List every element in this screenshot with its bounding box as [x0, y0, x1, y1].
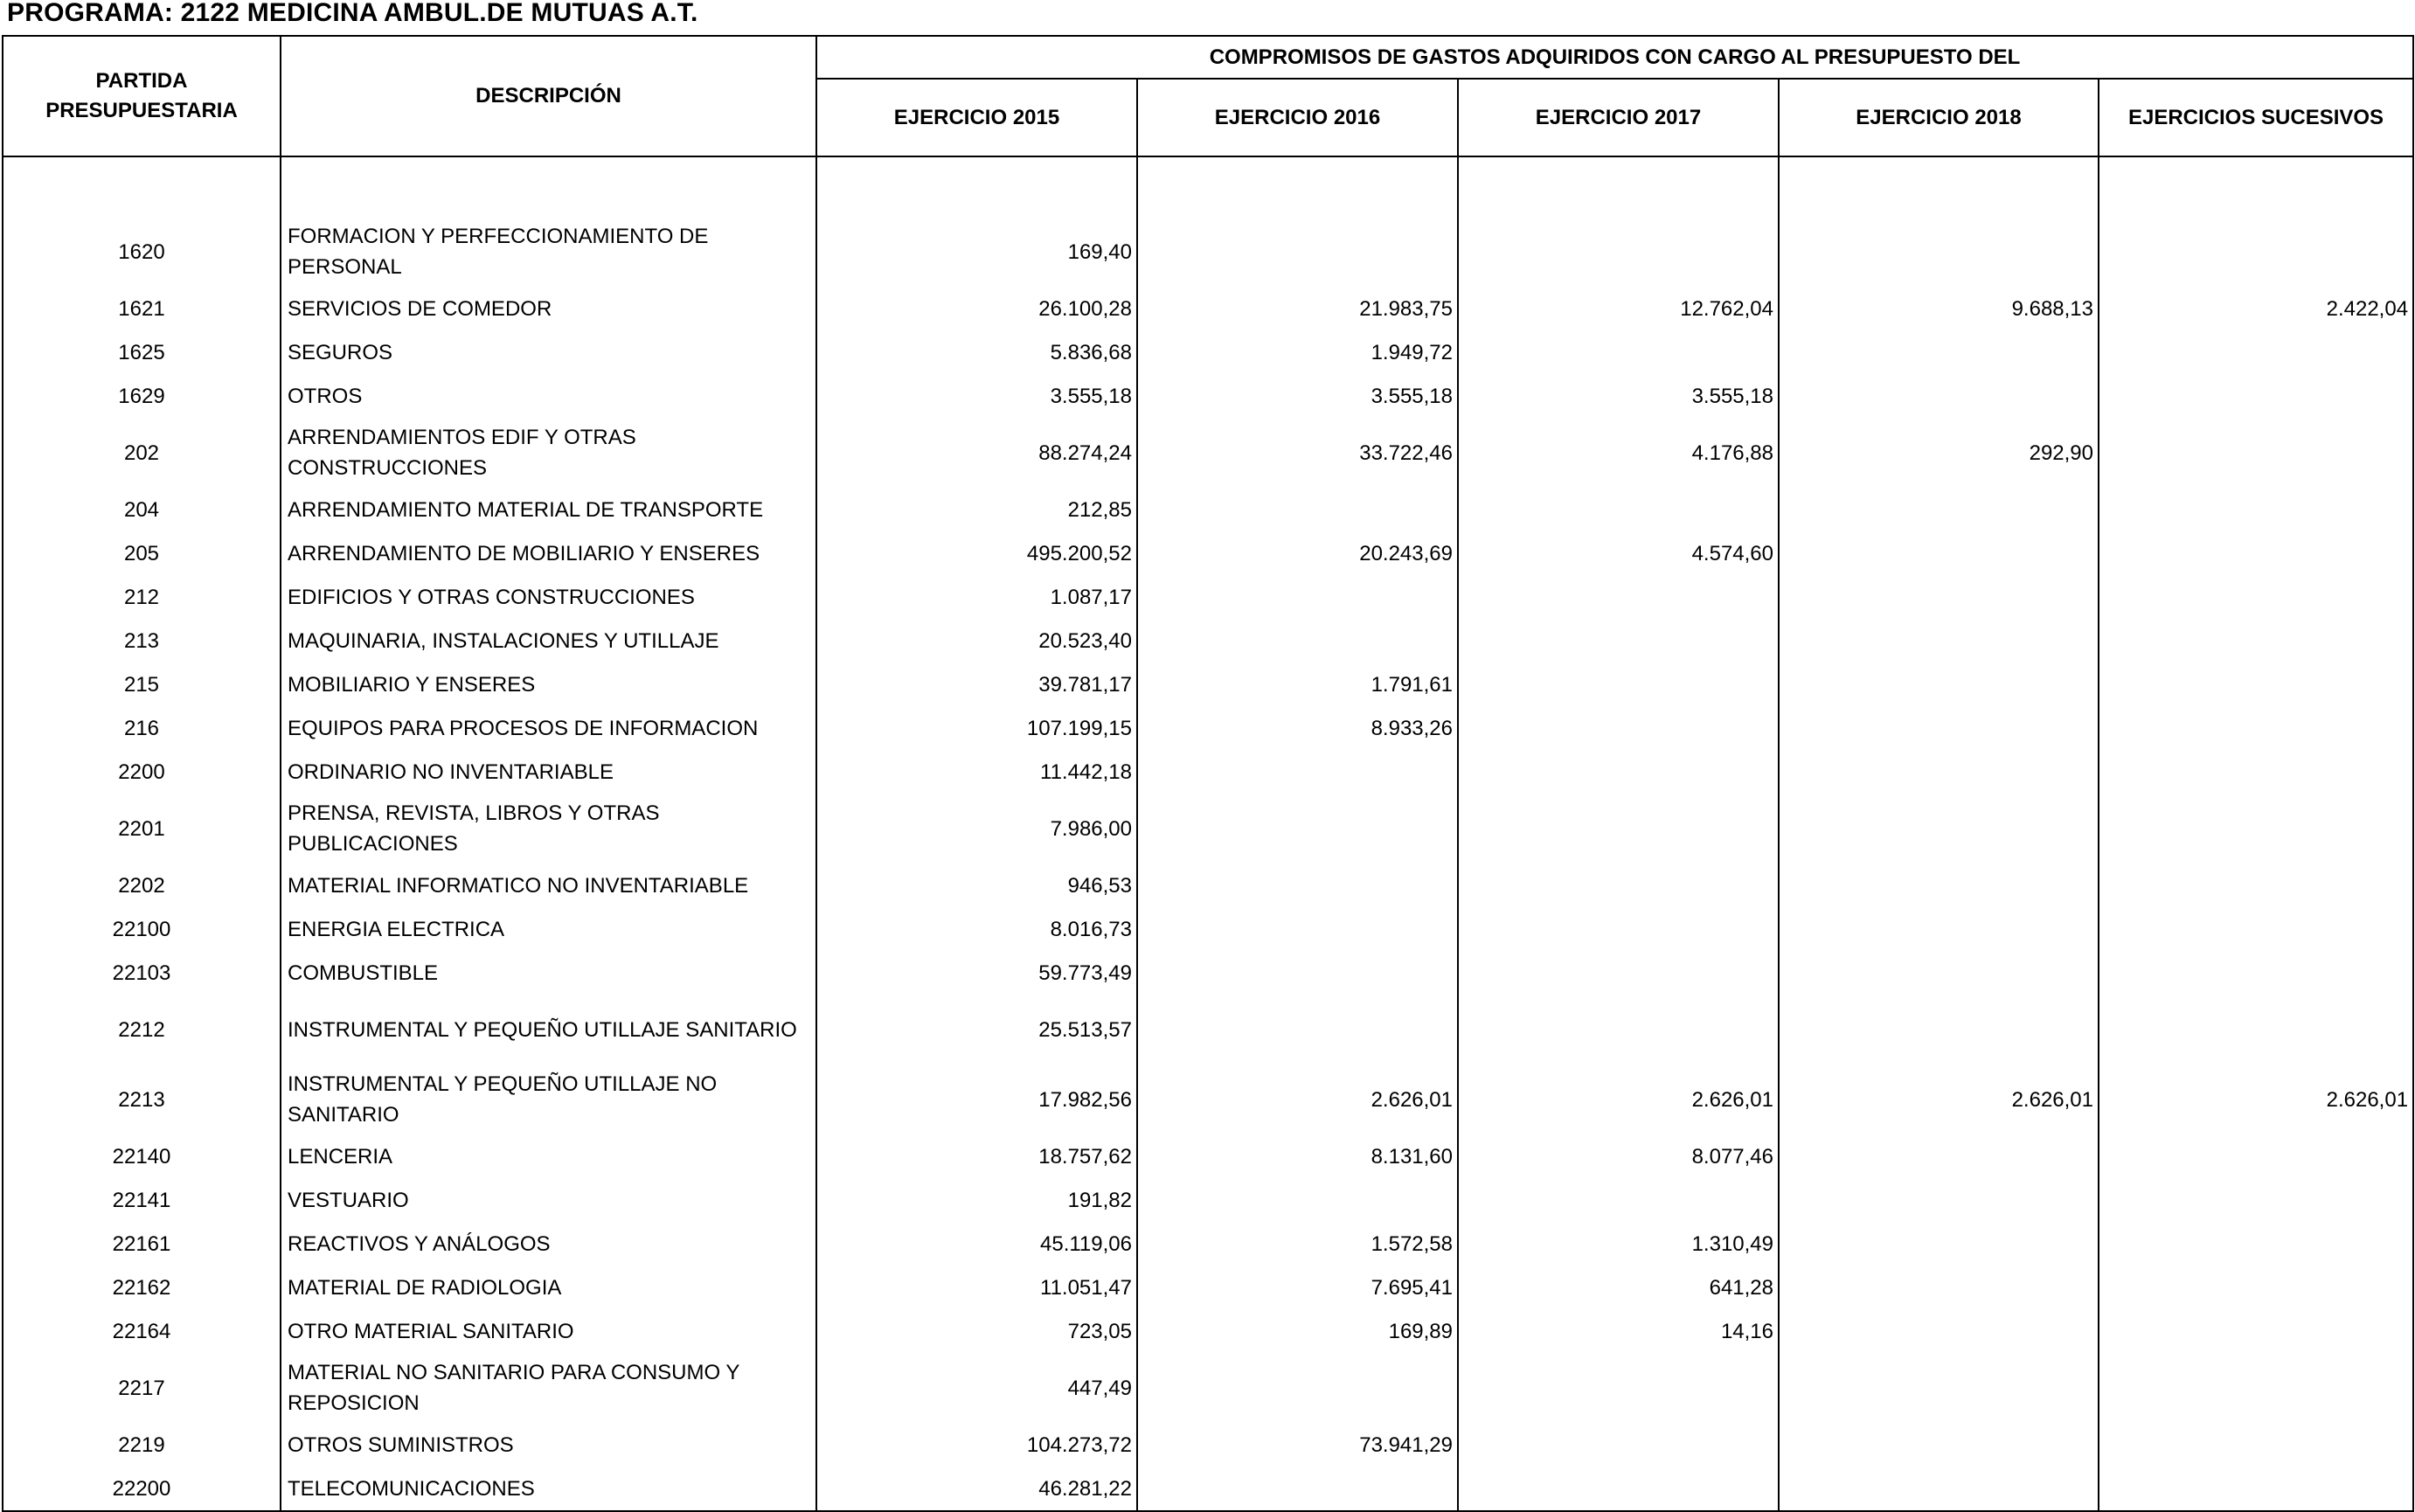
cell-ejercicio-2015: 212,85 [816, 488, 1137, 531]
cell-ejercicio-2016 [1137, 951, 1458, 995]
cell-ejercicio-2016: 1.791,61 [1137, 662, 1458, 706]
cell-ejercicio-2015: 18.757,62 [816, 1134, 1137, 1178]
budget-commitments-table [2, 35, 2414, 1512]
cell-descripcion: VESTUARIO [281, 1178, 816, 1222]
table-row [3, 488, 2413, 531]
cell-ejercicio-2015: 104.273,72 [816, 1423, 1137, 1467]
cell-ejercicio-2015: 26.100,28 [816, 287, 1137, 330]
table-row [3, 864, 2413, 907]
cell-ejercicio-2016: 1.949,72 [1137, 330, 1458, 374]
cell-ejercicio-2018 [1779, 662, 2099, 706]
cell-ejercicio-2018 [1779, 1467, 2099, 1511]
table-row [3, 217, 2413, 287]
table-row [3, 995, 2413, 1065]
cell-ejercicio-2018: 9.688,13 [1779, 287, 2099, 330]
cell-partida: 22161 [3, 1222, 281, 1266]
cell-ejercicio-2017: 14,16 [1458, 1309, 1779, 1353]
cell-descripcion: INSTRUMENTAL Y PEQUEÑO UTILLAJE NO SANITARIO [281, 1065, 816, 1134]
cell-ejercicio-2018 [1779, 864, 2099, 907]
cell-ejercicio-2016: 7.695,41 [1137, 1266, 1458, 1309]
table-row [3, 1178, 2413, 1222]
table-row [3, 418, 2413, 488]
cell-descripcion: PRENSA, REVISTA, LIBROS Y OTRAS PUBLICACIONES [281, 794, 816, 864]
cell-partida: 22141 [3, 1178, 281, 1222]
cell-ejercicio-2016 [1137, 1353, 1458, 1423]
cell-ejercicio-2016 [1137, 794, 1458, 864]
cell-ejercicio-2015: 3.555,18 [816, 374, 1137, 418]
table-row [3, 951, 2413, 995]
cell-ejercicio-2015: 46.281,22 [816, 1467, 1137, 1511]
cell-ejercicio-2015: 723,05 [816, 1309, 1137, 1353]
cell-descripcion: ENERGIA ELECTRICA [281, 907, 816, 951]
cell-partida: 1620 [3, 217, 281, 287]
cell-ejercicio-2015: 20.523,40 [816, 619, 1137, 662]
cell-ejercicio-2018 [1779, 750, 2099, 794]
header-ejercicio-2017: EJERCICIO 2017 [1458, 79, 1779, 156]
cell-descripcion: ARRENDAMIENTOS EDIF Y OTRAS CONSTRUCCIONES [281, 418, 816, 488]
cell-ejercicio-2017 [1458, 619, 1779, 662]
table-row [3, 794, 2413, 864]
table-row [3, 1065, 2413, 1134]
cell-ejercicio-2018 [1779, 907, 2099, 951]
cell-partida: 215 [3, 662, 281, 706]
cell-descripcion: EQUIPOS PARA PROCESOS DE INFORMACION [281, 706, 816, 750]
cell-descripcion: ARRENDAMIENTO DE MOBILIARIO Y ENSERES [281, 531, 816, 575]
cell-ejercicio-2018 [1779, 531, 2099, 575]
table-row [3, 1353, 2413, 1423]
cell-descripcion: TELECOMUNICACIONES [281, 1467, 816, 1511]
header-ejercicio-2015: EJERCICIO 2015 [816, 79, 1137, 156]
cell-partida: 1625 [3, 330, 281, 374]
cell-ejercicio-2018 [1779, 1353, 2099, 1423]
cell-partida: 212 [3, 575, 281, 619]
cell-ejercicio-2018 [1779, 1134, 2099, 1178]
cell-ejercicios-sucesivos [2099, 951, 2413, 995]
table-spacer-row [3, 156, 2413, 217]
cell-ejercicio-2018 [1779, 330, 2099, 374]
cell-partida: 2213 [3, 1065, 281, 1134]
cell-descripcion: LENCERIA [281, 1134, 816, 1178]
table-row [3, 907, 2413, 951]
cell-ejercicio-2018: 2.626,01 [1779, 1065, 2099, 1134]
cell-ejercicio-2017 [1458, 1353, 1779, 1423]
table-row [3, 330, 2413, 374]
cell-descripcion: MOBILIARIO Y ENSERES [281, 662, 816, 706]
cell-ejercicio-2017: 4.176,88 [1458, 418, 1779, 488]
cell-ejercicio-2015: 17.982,56 [816, 1065, 1137, 1134]
cell-descripcion: OTRO MATERIAL SANITARIO [281, 1309, 816, 1353]
page-title: PROGRAMA: 2122 MEDICINA AMBUL.DE MUTUAS A.T. [7, 0, 698, 27]
table-row [3, 706, 2413, 750]
header-descripcion: DESCRIPCIÓN [281, 36, 816, 156]
cell-partida: 1621 [3, 287, 281, 330]
cell-descripcion: SEGUROS [281, 330, 816, 374]
cell-ejercicio-2016 [1137, 1467, 1458, 1511]
cell-ejercicios-sucesivos [2099, 1178, 2413, 1222]
cell-ejercicio-2016: 73.941,29 [1137, 1423, 1458, 1467]
table-body [3, 156, 2413, 1511]
cell-ejercicio-2017 [1458, 662, 1779, 706]
cell-ejercicios-sucesivos: 2.626,01 [2099, 1065, 2413, 1134]
cell-ejercicios-sucesivos: 2.422,04 [2099, 287, 2413, 330]
cell-ejercicios-sucesivos [2099, 418, 2413, 488]
cell-partida: 213 [3, 619, 281, 662]
cell-ejercicio-2018 [1779, 706, 2099, 750]
cell-ejercicio-2016 [1137, 488, 1458, 531]
table-row [3, 1134, 2413, 1178]
cell-descripcion: MAQUINARIA, INSTALACIONES Y UTILLAJE [281, 619, 816, 662]
cell-ejercicio-2016: 8.933,26 [1137, 706, 1458, 750]
cell-ejercicio-2018 [1779, 995, 2099, 1065]
cell-ejercicios-sucesivos [2099, 794, 2413, 864]
cell-descripcion: MATERIAL DE RADIOLOGIA [281, 1266, 816, 1309]
header-partida-presupuestaria: PARTIDA PRESUPUESTARIA [3, 36, 281, 156]
table-row [3, 1222, 2413, 1266]
cell-ejercicios-sucesivos [2099, 995, 2413, 1065]
cell-ejercicio-2015: 5.836,68 [816, 330, 1137, 374]
table-row [3, 619, 2413, 662]
cell-ejercicio-2016 [1137, 907, 1458, 951]
cell-ejercicio-2018 [1779, 951, 2099, 995]
cell-ejercicio-2016 [1137, 864, 1458, 907]
cell-partida: 2202 [3, 864, 281, 907]
cell-ejercicios-sucesivos [2099, 488, 2413, 531]
cell-ejercicio-2018 [1779, 1309, 2099, 1353]
cell-partida: 22100 [3, 907, 281, 951]
cell-ejercicio-2018 [1779, 488, 2099, 531]
table-row [3, 1309, 2413, 1353]
cell-ejercicio-2017 [1458, 750, 1779, 794]
header-compromisos-group: COMPROMISOS DE GASTOS ADQUIRIDOS CON CARGO AL PRESUPUESTO DEL [816, 36, 2413, 79]
cell-partida: 2200 [3, 750, 281, 794]
cell-ejercicio-2016: 21.983,75 [1137, 287, 1458, 330]
table-row [3, 750, 2413, 794]
cell-partida: 2219 [3, 1423, 281, 1467]
cell-ejercicios-sucesivos [2099, 531, 2413, 575]
cell-ejercicio-2016 [1137, 575, 1458, 619]
cell-ejercicio-2018 [1779, 374, 2099, 418]
cell-ejercicio-2016: 169,89 [1137, 1309, 1458, 1353]
cell-ejercicio-2015: 1.087,17 [816, 575, 1137, 619]
cell-ejercicio-2015: 495.200,52 [816, 531, 1137, 575]
cell-partida: 202 [3, 418, 281, 488]
table-row [3, 287, 2413, 330]
cell-ejercicio-2017 [1458, 951, 1779, 995]
cell-ejercicios-sucesivos [2099, 1309, 2413, 1353]
cell-ejercicios-sucesivos [2099, 575, 2413, 619]
cell-ejercicios-sucesivos [2099, 619, 2413, 662]
cell-ejercicio-2018 [1779, 1178, 2099, 1222]
cell-ejercicio-2016 [1137, 217, 1458, 287]
table-row [3, 1423, 2413, 1467]
table-row [3, 374, 2413, 418]
cell-ejercicio-2015: 45.119,06 [816, 1222, 1137, 1266]
cell-ejercicio-2015: 8.016,73 [816, 907, 1137, 951]
table-row [3, 575, 2413, 619]
cell-ejercicios-sucesivos [2099, 1222, 2413, 1266]
cell-ejercicio-2015: 59.773,49 [816, 951, 1137, 995]
cell-ejercicios-sucesivos [2099, 374, 2413, 418]
cell-ejercicio-2017 [1458, 330, 1779, 374]
header-ejercicios-sucesivos: EJERCICIOS SUCESIVOS [2099, 79, 2413, 156]
cell-descripcion: OTROS SUMINISTROS [281, 1423, 816, 1467]
cell-descripcion: SERVICIOS DE COMEDOR [281, 287, 816, 330]
cell-ejercicio-2017 [1458, 217, 1779, 287]
cell-ejercicio-2015: 107.199,15 [816, 706, 1137, 750]
cell-ejercicio-2016 [1137, 995, 1458, 1065]
cell-ejercicios-sucesivos [2099, 1467, 2413, 1511]
table-row [3, 662, 2413, 706]
cell-ejercicio-2017 [1458, 864, 1779, 907]
cell-ejercicio-2015: 7.986,00 [816, 794, 1137, 864]
cell-ejercicios-sucesivos [2099, 330, 2413, 374]
cell-partida: 2201 [3, 794, 281, 864]
cell-ejercicio-2017 [1458, 907, 1779, 951]
table-row [3, 1467, 2413, 1511]
cell-descripcion: ORDINARIO NO INVENTARIABLE [281, 750, 816, 794]
cell-partida: 22164 [3, 1309, 281, 1353]
cell-ejercicio-2015: 25.513,57 [816, 995, 1137, 1065]
cell-ejercicio-2018 [1779, 1266, 2099, 1309]
cell-ejercicios-sucesivos [2099, 1134, 2413, 1178]
cell-ejercicios-sucesivos [2099, 1266, 2413, 1309]
cell-ejercicio-2016: 8.131,60 [1137, 1134, 1458, 1178]
cell-ejercicio-2016 [1137, 1178, 1458, 1222]
cell-ejercicios-sucesivos [2099, 864, 2413, 907]
cell-ejercicio-2017 [1458, 706, 1779, 750]
cell-ejercicios-sucesivos [2099, 750, 2413, 794]
cell-ejercicio-2018 [1779, 1222, 2099, 1266]
cell-partida: 22162 [3, 1266, 281, 1309]
cell-ejercicio-2017 [1458, 1467, 1779, 1511]
cell-descripcion: OTROS [281, 374, 816, 418]
cell-ejercicio-2016: 3.555,18 [1137, 374, 1458, 418]
header-ejercicio-2016: EJERCICIO 2016 [1137, 79, 1458, 156]
cell-ejercicio-2015: 11.051,47 [816, 1266, 1137, 1309]
cell-partida: 1629 [3, 374, 281, 418]
cell-descripcion: INSTRUMENTAL Y PEQUEÑO UTILLAJE SANITARIO [281, 995, 816, 1065]
cell-ejercicio-2015: 39.781,17 [816, 662, 1137, 706]
cell-partida: 22140 [3, 1134, 281, 1178]
cell-ejercicios-sucesivos [2099, 1353, 2413, 1423]
cell-ejercicio-2018: 292,90 [1779, 418, 2099, 488]
cell-descripcion: FORMACION Y PERFECCIONAMIENTO DE PERSONAL [281, 217, 816, 287]
cell-ejercicios-sucesivos [2099, 662, 2413, 706]
cell-ejercicios-sucesivos [2099, 1423, 2413, 1467]
cell-ejercicio-2018 [1779, 217, 2099, 287]
cell-ejercicio-2018 [1779, 1423, 2099, 1467]
cell-ejercicio-2016: 33.722,46 [1137, 418, 1458, 488]
cell-ejercicios-sucesivos [2099, 907, 2413, 951]
cell-partida: 204 [3, 488, 281, 531]
cell-ejercicio-2017 [1458, 1178, 1779, 1222]
cell-ejercicio-2017 [1458, 575, 1779, 619]
cell-ejercicios-sucesivos [2099, 706, 2413, 750]
cell-ejercicio-2017: 4.574,60 [1458, 531, 1779, 575]
cell-ejercicio-2017 [1458, 794, 1779, 864]
table-row [3, 531, 2413, 575]
cell-ejercicio-2017 [1458, 488, 1779, 531]
cell-partida: 2217 [3, 1353, 281, 1423]
cell-descripcion: ARRENDAMIENTO MATERIAL DE TRANSPORTE [281, 488, 816, 531]
cell-partida: 22200 [3, 1467, 281, 1511]
table-row [3, 1266, 2413, 1309]
cell-descripcion: REACTIVOS Y ANÁLOGOS [281, 1222, 816, 1266]
cell-ejercicio-2017: 8.077,46 [1458, 1134, 1779, 1178]
cell-ejercicio-2018 [1779, 619, 2099, 662]
cell-ejercicio-2016 [1137, 750, 1458, 794]
cell-ejercicio-2018 [1779, 794, 2099, 864]
cell-ejercicio-2015: 88.274,24 [816, 418, 1137, 488]
header-ejercicio-2018: EJERCICIO 2018 [1779, 79, 2099, 156]
cell-ejercicio-2018 [1779, 575, 2099, 619]
cell-ejercicio-2015: 946,53 [816, 864, 1137, 907]
cell-ejercicio-2017: 12.762,04 [1458, 287, 1779, 330]
cell-ejercicio-2016: 1.572,58 [1137, 1222, 1458, 1266]
cell-descripcion: MATERIAL INFORMATICO NO INVENTARIABLE [281, 864, 816, 907]
cell-ejercicio-2017: 3.555,18 [1458, 374, 1779, 418]
cell-ejercicio-2015: 191,82 [816, 1178, 1137, 1222]
cell-partida: 22103 [3, 951, 281, 995]
cell-ejercicio-2016: 2.626,01 [1137, 1065, 1458, 1134]
cell-ejercicio-2017: 2.626,01 [1458, 1065, 1779, 1134]
cell-descripcion: EDIFICIOS Y OTRAS CONSTRUCCIONES [281, 575, 816, 619]
cell-partida: 216 [3, 706, 281, 750]
cell-ejercicios-sucesivos [2099, 217, 2413, 287]
cell-descripcion: COMBUSTIBLE [281, 951, 816, 995]
cell-ejercicio-2017 [1458, 995, 1779, 1065]
cell-ejercicio-2017 [1458, 1423, 1779, 1467]
cell-ejercicio-2015: 11.442,18 [816, 750, 1137, 794]
cell-partida: 205 [3, 531, 281, 575]
cell-ejercicio-2016: 20.243,69 [1137, 531, 1458, 575]
cell-ejercicio-2017: 641,28 [1458, 1266, 1779, 1309]
cell-ejercicio-2017: 1.310,49 [1458, 1222, 1779, 1266]
cell-ejercicio-2015: 169,40 [816, 217, 1137, 287]
cell-ejercicio-2015: 447,49 [816, 1353, 1137, 1423]
cell-ejercicio-2016 [1137, 619, 1458, 662]
cell-descripcion: MATERIAL NO SANITARIO PARA CONSUMO Y REPOSICION [281, 1353, 816, 1423]
cell-partida: 2212 [3, 995, 281, 1065]
